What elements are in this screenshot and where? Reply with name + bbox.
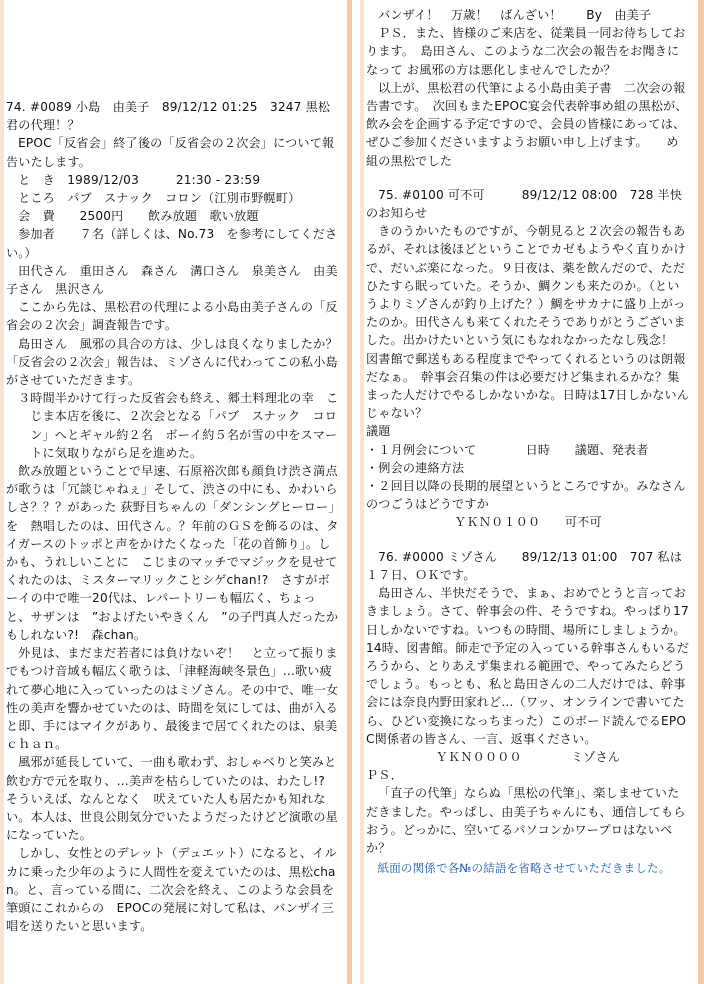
- post-header: 74. #0089 小島 由美子 89/12/12 01:25 3247 黒松君の代理！？: [6, 100, 331, 133]
- post-text: EPOC「反省会」終了後の「反省会の２次会」について報告いたします。: [6, 136, 335, 169]
- post-signature: ＹＫＮ０１００ 可不可: [454, 515, 602, 530]
- post-text: 「直子の代筆」ならぬ「黒松の代筆」、楽しませていただきました。やっぱし、由美子ちゃんにも、通信してもらおう。どっかに、空いてるパソコンかワープロはないべか？: [366, 786, 686, 855]
- post-text: しかし、女性とのデレット（デュエット）になると、イルカに乗った少年のように人間性を変えていたのは、黒松chan。と、言っている間に、二次会を終え、このような会員を筆頭にこれからの EPOCの発展に対して私は、バンザイ三唱を送りたいと思います。: [6, 846, 337, 934]
- post-signature: ＹＫＮ００００ ミゾさん: [435, 749, 621, 764]
- post-text: 会 費 2500円 飲み放題 歌い放題: [18, 209, 259, 224]
- post-text: ・例会の連絡方法: [366, 460, 465, 475]
- post-74-continued: [366, 6, 690, 170]
- post-header: 75. #0100 可不可 89/12/12 08:00 728 半快のお知らせ: [366, 187, 683, 221]
- right-column: [360, 0, 704, 984]
- right-column-content: [366, 6, 690, 893]
- post-text: 参加者 ７名（詳しくは、No.73 を参考にしてください。）: [6, 227, 338, 260]
- post-text: 風邪が延長していて、一曲も歌わず、おしゃべりと笑みと飲む方で元を取り、…美声を枯らしていたのは、わたし!? そういえば、なんとなく 吠えていた人も居たかも知れない。本人は、世良公則気分でいたようだったけどど演歌の星になっていた。: [6, 755, 338, 843]
- post-text: バンザイ！ 万歳！ ばんざい！ By 由美子: [378, 8, 652, 22]
- post-text: きのうかいたものですが、今朝見ると２次会の報告もあるが、それは後ほどということでカゼもようやく直りかけで、だいぶ楽になった。９日夜は、薬を飲んだので、ただひたすら眠っていた。そうか、鯛クンも来たのか。（というよりミゾさんが釣り上げた？）鯛をサカナに盛り上がったのか。田代さんも来てくれたそうでありがとうございました。出かけたいという気にもなれなかったなし残念！ 図書館で郵送もある程度までやってくれるというのは朗報だなぁ。 幹事会召集の件は必要だけど集まれるかな？集まった人だけでやるしかないかな。日時は17日しかないんじゃない？: [366, 224, 690, 421]
- editor-note: 紙面の関係で各№の結語を省略させていただきました。: [377, 861, 671, 876]
- post-75: [366, 186, 690, 532]
- post-74: [6, 98, 339, 935]
- post-text: ここから先は、黒松君の代理による小島由美子さんの「反省会の２次会」調査報告です。: [6, 300, 338, 333]
- post-text: 田代さん 重田さん 森さん 溝口さん 泉美さん 由美子さん 黒沢さん: [6, 263, 338, 297]
- post-text: と き 1989/12/03 21:30 - 23:59: [18, 172, 261, 187]
- post-text: 飲み放題ということで早速、石原裕次郎も顔負け渋さ満点が歌うは「冗談じゃねぇ」そして、渋さの中にも、かわいらしさ？？？があった 荻野目ちゃんの「ダンシングヒーロー」を 熱唱したのは、田代さん。？年前のＧＳを飾るのは、タイガースのトッポと声をかけたくなった「花の首飾り」。しかも、うれしいことに こじまのマッチでマジックを見せてくれたのは、ミスターマリックことシゲchan!? さすがボーイの中で唯一20代は、レパートリーも幅広く、ちょっと、サザンは ”およげたいやきくん ”の子門真人だったかもしれない?! 森chan。: [6, 464, 339, 642]
- post-text: 以上が、黒松君の代筆による小島由美子書 二次会の報告書です。 次回もまたEPOC宴会代表幹事め組の黒松が、飲み会を企画する予定ですので、会員の皆様にあっては、ぜひご参加くださいますようお願い申し上げます。 め組の黒松でした: [366, 80, 688, 168]
- post-76: [366, 548, 690, 878]
- post-text: ３時間半かけて行った反省会も終え、郷土料理北の幸 こじま本店を後に、２次会となる「パブ スナック コロン」へとギャル約２名 ボーイ約５名が雪の中をスマートに気取りながら足を進めた。: [18, 391, 339, 460]
- post-text: 島田さん、半快だそうで、まぁ、おめでとうと言っておきましょう。さて、幹事会の件、そうですね。やっぱり17日しかないですね。いつもの時間、場所にしましょうか。14時、図書館。師走で予定の入っている幹事さんもいるだろうから、とりあえず集まれる範囲で、やってみたらどうでしょう。もっとも、私と島田さんの二人だけでは、幹事会には奈良内野田家れど…（ワッ、オンラインで書いてたら、ひどい変換になっちまった）このボード読んでるEPOC関係者の皆さん、一言、返事ください。: [366, 586, 690, 746]
- post-text: 外見は、まだまだ若者には負けないぞ！ と立って振りまでもつけ音域も幅広く歌うは、「津軽海峡冬景色」…歌い疲れて夢心地に入っていったのはミゾさん。その中で、唯一女性の美声を響かせていたのは、時間を気にしては、曲が入ると即、手にはマイクがあり、最後まで居てくれたのは、泉美ｃｈａｎ。: [6, 646, 339, 752]
- post-text: ＰＳ．また、皆様のご来店を、従業員一同お待ちしております。 島田さん、このような二次会の報告をお聞きになって お風邪の方は悪化しませんでしたか？: [366, 26, 686, 77]
- post-text: ・１月例会について 日時 議題、発表者: [366, 442, 649, 457]
- left-column-content: [6, 98, 339, 951]
- post-text: ところ パブ スナック コロン（江別市野幌町）: [18, 191, 301, 206]
- post-text: ＰＳ．: [366, 768, 403, 783]
- post-text: 島田さん 風邪の具合の方は、少しは良くなりましたか？「反省会の２次会」報告は、ミゾさんに代わってこの私小島がさせていただきます。: [6, 336, 338, 388]
- post-header: 76. #0000 ミゾさん 89/12/13 01:00 707 私は１７日、ＯＫです。: [366, 549, 683, 582]
- post-text: ・２回目以降の長期的展望というところですか。みなさんのつごうはどうですか: [366, 479, 686, 512]
- post-text: 議題: [366, 424, 391, 439]
